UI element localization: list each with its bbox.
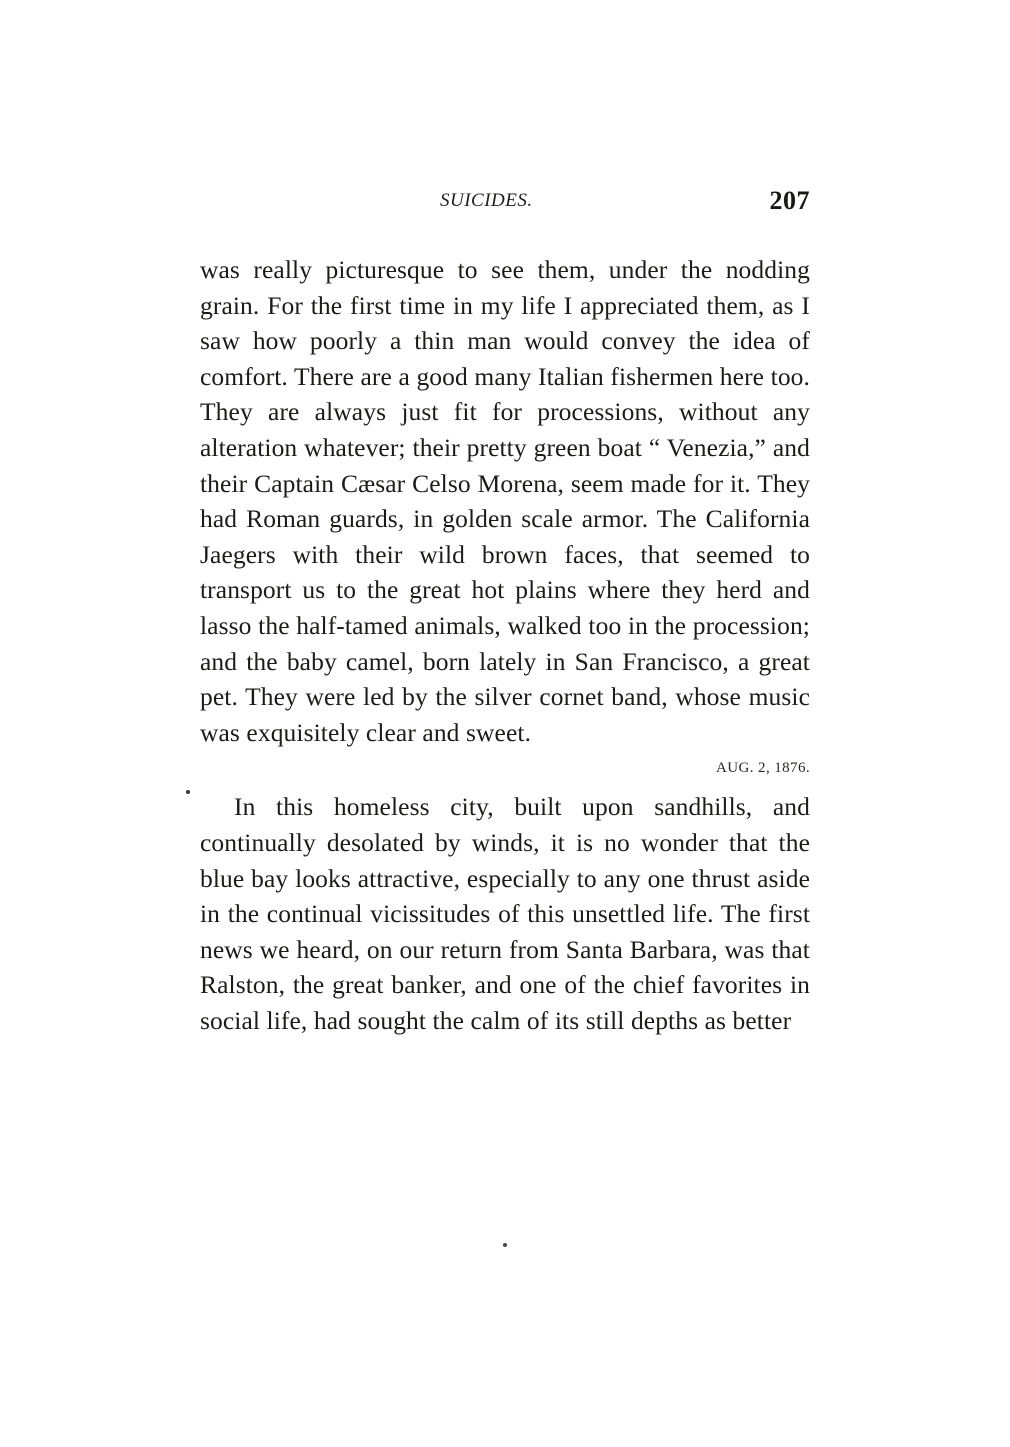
running-head <box>200 186 810 224</box>
page-number: 207 <box>769 186 810 215</box>
paragraph-one: was really picturesque to see them, under the nodding grain. For the first time in my life I appreciated them, as I saw how poorly a thin man would convey the idea of comfort. There are a good many Italian fishermen here too. They are always just fit for processions, without any alteration whatever; their pretty green boat “ Venezia,” and their Captain Cæsar Celso Morena, seem made for it. They had Roman guards, in golden scale armor. The California Jaegers with their wild brown faces, that seemed to transport us to the great hot plains where they herd and lasso the half-tamed animals, walked too in the procession; and the baby camel, born lately in San Francisco, a great pet. They were led by the silver cornet band, whose music was exquisitely clear and sweet. <box>200 255 810 747</box>
marginal-mark <box>186 790 190 794</box>
page-content <box>200 186 810 1038</box>
running-head-title: SUICIDES. <box>440 190 533 211</box>
paragraph-two: In this homeless city, built upon sandhills, and continually desolated by winds, it is no wonder that the blue bay looks attractive, especially to any one thrust aside in the continual vicissitudes of this unsettled life. The first news we heard, on our return from Santa Barbara, was that Ralston, the great banker, and one of the chief favorites in social life, had sought the calm of its still depths as better <box>200 792 810 1035</box>
bottom-mark <box>503 1243 507 1247</box>
dateline: AUG. 2, 1876. <box>716 760 810 777</box>
